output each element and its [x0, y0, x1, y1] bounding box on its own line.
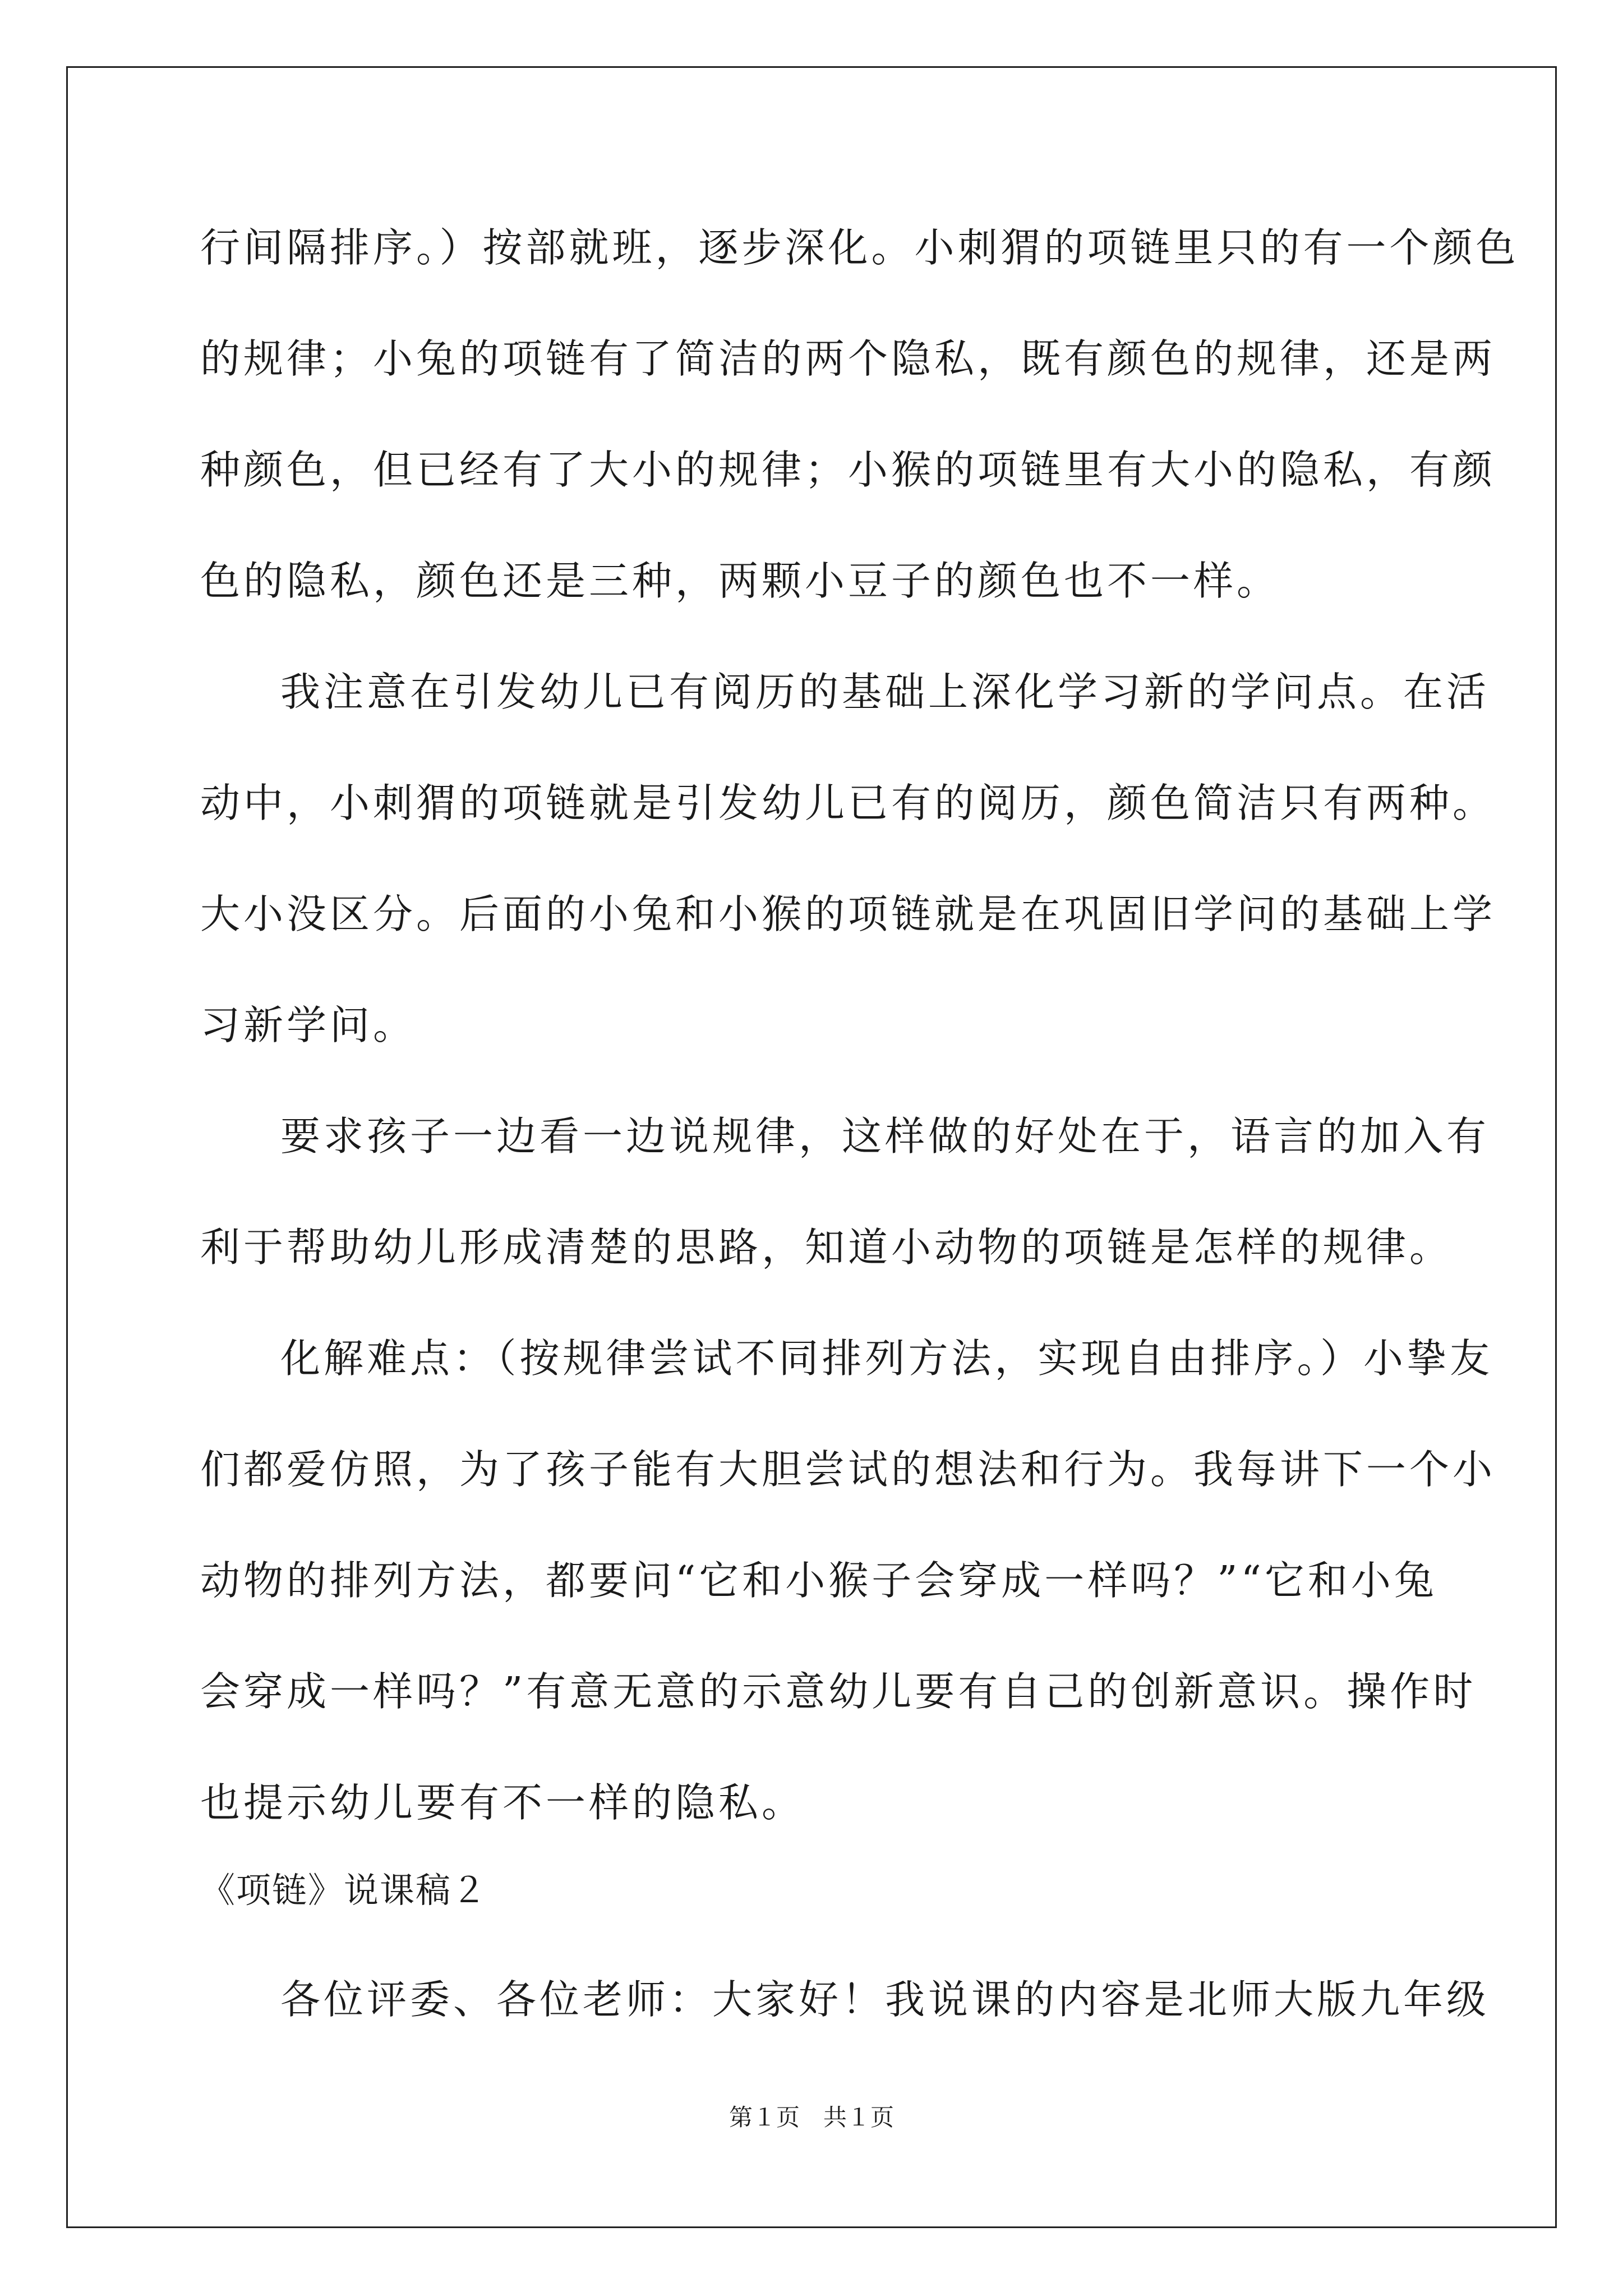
paragraph-line: 行间隔排序。）按部就班，逐步深化。小刺猬的项链里只的有一个颜色 [200, 224, 1519, 271]
paragraph-line: 动中，小刺猬的项链就是引发幼儿已有的阅历，颜色简洁只有两种。 [200, 780, 1496, 826]
paragraph-line: 也提示幼儿要有不一样的隐私。 [200, 1779, 805, 1826]
paragraph-line: 化解难点：（按规律尝试不同排列方法，实现自由排序。）小挚友 [280, 1335, 1493, 1382]
paragraph-line: 色的隐私，颜色还是三种，两颗小豆子的颜色也不一样。 [200, 558, 1280, 604]
paragraph-line: 利于帮助幼儿形成清楚的思路，知道小动物的项链是怎样的规律。 [200, 1224, 1453, 1271]
section-heading: 《项链》说课稿２ [200, 1870, 488, 1911]
paragraph-line: 们都爱仿照，为了孩子能有大胆尝试的想法和行为。我每讲下一个小 [200, 1446, 1496, 1493]
paragraph-line: 会穿成一样吗？”有意无意的示意幼儿要有自己的创新意识。操作时 [200, 1668, 1477, 1715]
paragraph-line: 要求孩子一边看一边说规律，这样做的好处在于，语言的加入有 [280, 1113, 1490, 1159]
paragraph-line: 习新学问。 [200, 1002, 417, 1048]
paragraph-line: 的规律；小兔的项链有了简洁的两个隐私，既有颜色的规律，还是两 [200, 335, 1496, 382]
paragraph-line: 种颜色，但已经有了大小的规律；小猴的项链里有大小的隐私，有颜 [200, 447, 1496, 493]
paragraph-line: 我注意在引发幼儿已有阅历的基础上深化学习新的学问点。在活 [280, 669, 1490, 715]
paragraph-line: 大小没区分。后面的小兔和小猴的项链就是在巩固旧学问的基础上学 [200, 891, 1496, 937]
page-number-footer: 第１页 共１页 [728, 2104, 894, 2131]
paragraph-line: 动物的排列方法，都要问“它和小猴子会穿成一样吗？”“它和小兔 [200, 1557, 1437, 1604]
paragraph-line: 各位评委、各位老师：大家好！我说课的内容是北师大版九年级 [280, 1976, 1490, 2023]
